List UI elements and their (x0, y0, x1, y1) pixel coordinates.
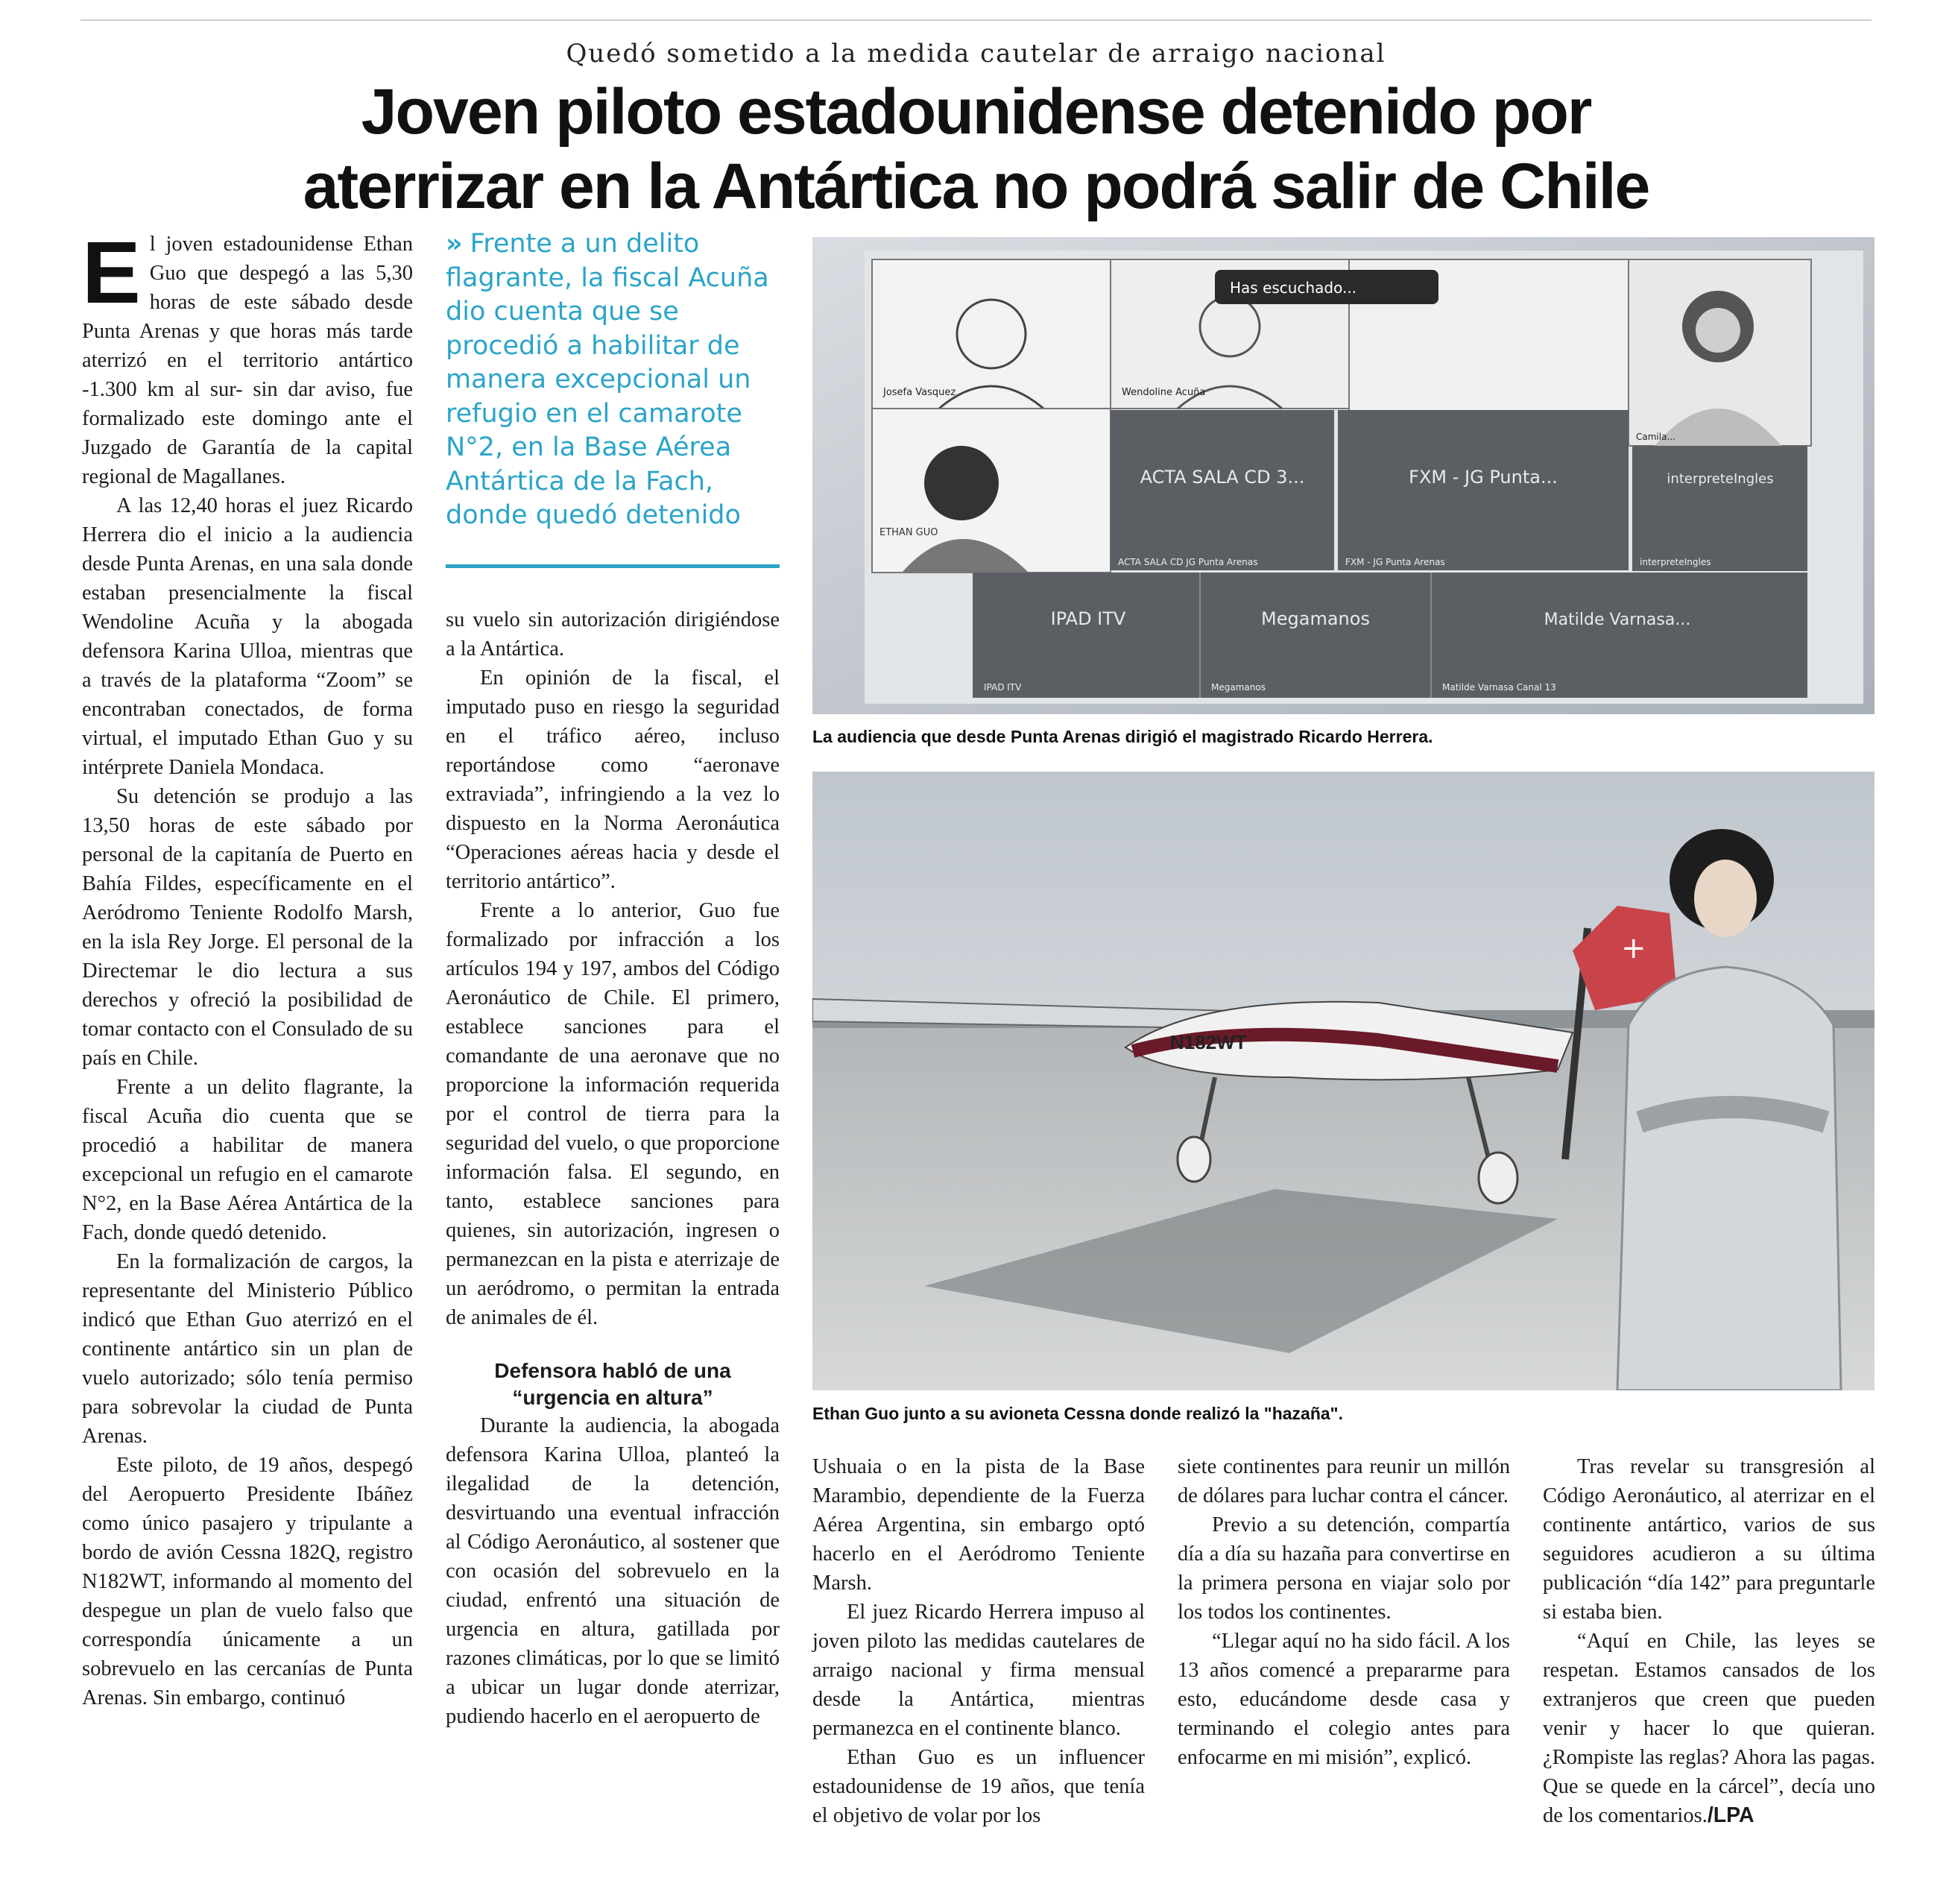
pilot-photo (812, 772, 1874, 1390)
pilot-cessna-image (812, 772, 1874, 1390)
paragraph: Ethan Guo es un influencer estadounidense de 19 años, que tenía el objetivo de volar por los (812, 1746, 1145, 1827)
article-column-5 (1543, 1452, 1875, 1830)
tile-name: ACTA SALA CD 3... (1140, 467, 1305, 488)
tile-name: Matilde Varnasa... (1544, 611, 1691, 629)
headline-line-1: Joven piloto estadounidense detenido por (361, 76, 1591, 148)
paragraph: Frente a un delito flagrante, la fiscal Acuña dio cuenta que se procedió a habilitar de manera excepcional un refugio en el camarote N°2, en la Base Aérea Antártica de la Fach, donde quedó detenido. (82, 1076, 413, 1244)
pull-quote-text: Frente a un delito flagrante, la fiscal Acuña dio cuenta que se procedió a habilitar de manera excepcional un refugio en el camarote N°2, en la Base Aérea Antártica de la Fach, donde quedó detenido (446, 229, 769, 530)
participant-label: Wendoline Acuña (1122, 387, 1206, 398)
tile-name: Megamanos (1261, 608, 1370, 629)
paragraph: El joven estadounidense Ethan Guo que despegó a las 5,30 horas de este sábado desde Punta Arenas y que horas más tarde aterrizó en el territorio antártico -1.300 km al sur- sin dar aviso, fue formalizado este domingo ante el Juzgado de Garantía de la capital regional de Magallanes. (82, 224, 413, 488)
drop-cap: E (82, 224, 141, 322)
participant-label: Josefa Vasquez (883, 387, 956, 398)
paragraph: En la formalización de cargos, la representante del Ministerio Público indicó que Ethan Guo aterrizó en el continente antártico sin un plan de vuelo autorizado; sólo tenía permiso para sobrevolar la ciudad de Punta Arenas. (82, 1250, 413, 1448)
participant-label: Matilde Varnasa Canal 13 (1442, 682, 1556, 693)
paragraph: Este piloto, de 19 años, despegó del Aeropuerto Presidente Ibáñez como único pasajero y tripulante a bordo de avión Cessna 182Q, registro N182WT, informando al momento del despegue un plan de vuelo falso que correspondía únicamente a un sobrevuelo en las cercanías de Punta Arenas. Sin embargo, continuó (82, 1454, 413, 1709)
zoom-bar-text: Has escuchado... (1230, 279, 1357, 297)
photo-caption: Ethan Guo junto a su avioneta Cessna donde realizó la "hazaña". (812, 1404, 1343, 1423)
participant-label: Megamanos (1211, 682, 1266, 693)
paragraph: Su detención se produjo a las 13,50 horas de este sábado por personal de la capitanía de Puerto en Bahía Fildes, específicamente en el Aeródromo Teniente Rodolfo Marsh, en la isla Rey Jorge. El personal de la Directemar le dio lectura a sus derechos y ofreció la posibilidad de tomar contacto con el Consulado de su país en Chile. (82, 785, 413, 1070)
participant-label: IPAD ITV (984, 682, 1022, 693)
article-column-4 (1178, 1452, 1510, 1772)
article-column-3 (812, 1452, 1145, 1830)
paragraph: “Llegar aquí no ha sido fácil. A los 13 años comencé a prepararme para esto, educándome desde casa y terminando el colegio antes para enfocarme en mi misión”, explicó. (1178, 1630, 1510, 1769)
tile-name: IPAD ITV (1050, 608, 1126, 629)
participant-label: FXM - JG Punta Arenas (1345, 557, 1445, 567)
top-rule (80, 19, 1872, 21)
paragraph: Previo a su detención, compartía día a día su hazaña para convertirse en la primera persona en viajar solo por los todos los continentes. (1178, 1513, 1510, 1624)
signature: /LPA (1707, 1803, 1754, 1827)
hearing-photo (812, 237, 1874, 714)
subhead: Defensora habló de una “urgencia en altura” (494, 1359, 731, 1409)
aircraft-registration: N182WT (1170, 1031, 1247, 1053)
zoom-screen-image (812, 237, 1874, 714)
paragraph: A las 12,40 horas el juez Ricardo Herrera dio el inicio a la audiencia desde Punta Arenas, en una sala donde estaban presencialmente la fiscal Wendoline Acuña y la abogada defensora Karina Ulloa, mientras que a través de la plataforma “Zoom” se encontraban conectados, de forma virtual, el imputado Ethan Guo y su intérprete Daniela Mondaca. (82, 494, 413, 779)
paragraph: Tras revelar su transgresión al Código Aeronáutico, al aterrizar en el continente antártico, varios de sus seguidores acudieron a su última publicación “día 142” para preguntarle si estaba bien. (1543, 1455, 1875, 1624)
headline (89, 75, 1863, 224)
paragraph: En opinión de la fiscal, el imputado puso en riesgo la seguridad en el tráfico aéreo, incluso reportándose como “aeronave extraviada”, infringiendo a la vez lo dispuesto en la Norma Aeronáutica “Operaciones aéreas hacia y desde el territorio antártico”. (446, 666, 780, 893)
photo-caption: La audiencia que desde Punta Arenas dirigió el magistrado Ricardo Herrera. (812, 727, 1433, 746)
double-chevron-icon: » (446, 229, 460, 259)
paragraph: su vuelo sin autorización dirigiéndose a la Antártica. (446, 608, 780, 661)
headline-line-2: aterrizar en la Antártica no podrá salir de Chile (303, 151, 1649, 222)
article-column-1 (82, 224, 413, 1712)
pull-quote-rule (446, 564, 780, 568)
participant-label: Camila... (1636, 432, 1675, 442)
tile-name: FXM - JG Punta... (1409, 467, 1558, 488)
paragraph: El juez Ricardo Herrera impuso al joven piloto las medidas cautelares de arraigo nacional y firma mensual desde la Antártica, mientras permanezca en el continente blanco. (812, 1601, 1145, 1740)
participant-label: ACTA SALA CD JG Punta Arenas (1118, 557, 1258, 567)
pull-quote (446, 227, 780, 533)
cross-icon: + (1621, 931, 1646, 965)
participant-label: ETHAN GUO (879, 527, 938, 538)
article-column-2 (446, 605, 780, 1731)
paragraph: “Aquí en Chile, las leyes se respetan. Estamos cansados de los extranjeros que creen que pueden venir y hacer lo que quieran. ¿Rompiste las reglas? Ahora las pagas. Que se quede en la cárcel”, decía uno de los comentarios./LPA (1543, 1630, 1875, 1827)
paragraph: Durante la audiencia, la abogada defensora Karina Ulloa, planteó la ilegalidad de la detención, desvirtuando una eventual infracción al Código Aeronáutico, al sostener que con ocasión del sobrevuelo en la ciudad, enfrentó una situación de urgencia en altura, gatillada por razones climáticas, por lo que se limitó a ubicar un lugar donde aterrizar, pudiendo hacerlo en el aeropuerto de (446, 1414, 780, 1728)
paragraph: siete continentes para reunir un millón de dólares para luchar contra el cáncer. (1178, 1455, 1510, 1507)
paragraph: Frente a lo anterior, Guo fue formalizado por infracción a los artículos 194 y 197, ambos del Código Aeronáutico de Chile. El primero, establece sanciones para el comandante de una aeronave que no proporcione la información requerida por el control de tierra para la seguridad del vuelo, o que proporcione información falsa. El segundo, en tanto, establece sanciones para quienes, sin autorización, ingresen o permanezcan en la pista e aterrizaje de un aeródromo, o permitan la entrada de animales de él. (446, 899, 780, 1329)
tile-name: interpreteIngles (1667, 471, 1774, 487)
paragraph: Ushuaia o en la pista de la Base Marambio, dependiente de la Fuerza Aérea Argentina, sin embargo optó hacerlo en el Aeródromo Teniente Marsh. (812, 1455, 1145, 1595)
participant-label: interpreteIngles (1640, 557, 1711, 567)
kicker: Quedó sometido a la medida cautelar de arraigo nacional (566, 39, 1386, 69)
